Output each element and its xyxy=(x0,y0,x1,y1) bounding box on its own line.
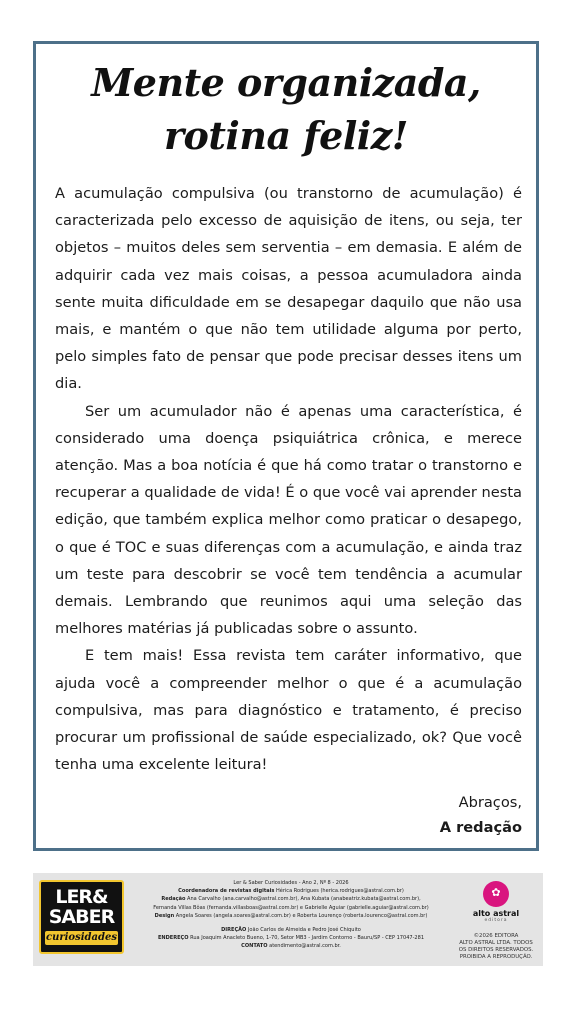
signoff-greeting: Abraços, xyxy=(458,794,522,811)
direcao-label: DIREÇÃO xyxy=(221,927,247,934)
contato-label: CONTATO xyxy=(241,943,268,950)
edition-line: Ler & Saber Curiosidades - Ano 2, Nº 8 - 2026 xyxy=(233,880,349,886)
redacao-label: Redação xyxy=(161,896,186,903)
logo-line-3: curiosidades xyxy=(46,932,117,943)
coord-value: Hérica Rodrigues (herica.rodrigues@astral.com.br) xyxy=(275,888,404,895)
direcao-value: João Carlos de Almeida e Pedro José Chiquito xyxy=(247,927,361,934)
direcao-line xyxy=(130,926,452,934)
endereco-line xyxy=(130,934,452,942)
article-paragraph-2: Ser um acumulador não é apenas uma característica, é considerado uma doença psiquiátrica crônica, e merece atenção. Mas a boa notícia é que há como tratar o transtorno e recuperar a qualidade de vida! É o que você vai aprender nesta edição, que também explica melhor como praticar o desapego, o que é TOC e suas diferenças com a acumulação, e ainda traz um teste para descobrir se você tem tendência a acumular demais. Lembrando que reunimos aqui uma seleção das melhores matérias já publicadas sobre o assunto. xyxy=(55,402,522,638)
coord-label: Coordenadora de revistas digitais xyxy=(178,888,275,895)
publisher-block xyxy=(455,881,537,961)
rights-line-1: ©2026 EDITORA xyxy=(473,933,519,939)
redacao-line xyxy=(130,895,452,903)
redacao-value-1: Ana Carvalho (ana.carvalho@astral.com.br), Ana Kubata (anabeatriz.kubata@astral.com.br), xyxy=(187,896,421,903)
copyright-notice xyxy=(455,933,537,961)
signoff xyxy=(440,790,522,840)
contato-line xyxy=(130,942,452,950)
masthead-footer xyxy=(33,873,543,966)
redacao-line-2: Fernanda Villas Bôas (fernanda.villasboas@astral.com.br) e Gabrielle Aguiar (gabrielle.aguiar@astral.com.br) xyxy=(153,904,429,911)
rights-line-2: ALTO ASTRAL LTDA. TODOS xyxy=(459,940,533,946)
title-line-1: Mente organizada, xyxy=(91,60,481,105)
article-paragraph-1: A acumulação compulsiva (ou transtorno de acumulação) é caracterizada pelo excesso de aquisição de itens, ou seja, ter objetos – muitos deles sem serventia – em demasia. E além de adquirir cada vez mais coisas, a pessoa acumuladora ainda sente muita dificuldade em se desapegar daquilo que não usa mais, e mantém o que não tem utilidade alguma por perto, pelo simples fato de pensar que pode precisar desses itens um dia. xyxy=(55,185,522,393)
publisher-name: alto astral xyxy=(472,909,520,918)
logo-line-1: LER& xyxy=(55,886,108,908)
rights-line-4: PROIBIDA A REPRODUÇÃO. xyxy=(459,954,533,960)
logo-line-2: SABER xyxy=(48,906,115,928)
publisher-sub: editora xyxy=(484,918,508,923)
design-value: Angela Soares (angela.soares@astral.com.br) e Roberta Lourenço (roberta.lourenco@astral.com.br) xyxy=(175,912,428,919)
title-line-2: rotina feliz! xyxy=(164,113,408,158)
rights-line-3: OS DIREITOS RESERVADOS. xyxy=(458,947,534,953)
design-label: Design xyxy=(154,912,175,919)
alto-astral-logo-icon: ✿ xyxy=(483,881,509,907)
masthead-credits xyxy=(130,879,452,951)
article-paragraph-3: E tem mais! Essa revista tem caráter informativo, que ajuda você a compreender melhor o que é a acumulação compulsiva, mas para diagnóstico e tratamento, é preciso procurar um profissional de saúde especializado, ok? Que você tenha uma excelente leitura! xyxy=(55,647,522,774)
signoff-signature: A redação xyxy=(439,819,522,836)
article-body xyxy=(55,180,522,778)
endereco-label: ENDEREÇO xyxy=(157,935,189,942)
page-title xyxy=(33,56,539,162)
design-line xyxy=(130,912,452,920)
ler-saber-logo xyxy=(39,880,124,954)
contato-value: atendimento@astral.com.br. xyxy=(269,943,341,950)
endereco-value: Rua Joaquim Anacleto Bueno, 1-70, Setor MB3 - Jardim Contorno - Bauru/SP - CEP 17047-281 xyxy=(190,935,425,942)
coord-line xyxy=(130,887,452,895)
